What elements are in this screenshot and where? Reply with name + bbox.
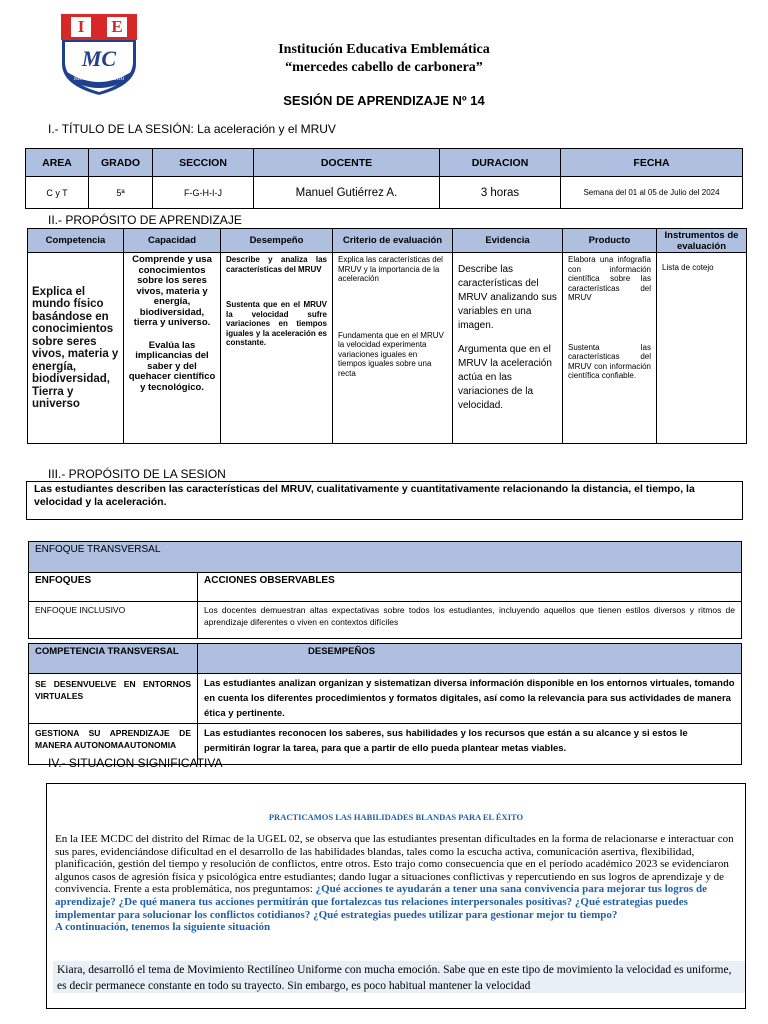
section-proposito-aprendizaje: II.- PROPÓSITO DE APRENDIZAJE xyxy=(48,213,242,227)
competencia-text-1: Las estudiantes analizan organizan y sistematizan diversa información disponible en los entornos virtuales, tomando en cuenta los diferentes procedimientos y formatos digitales, así como la relevancia para sus actividades de manera ética y pertinente. xyxy=(198,674,742,724)
purpose-content-row xyxy=(28,253,747,444)
header-area: AREA xyxy=(26,149,89,177)
logo-caption: Mercedes Cabello xyxy=(73,74,125,82)
criterio-1: Explica las características del MRUV y la importancia de la aceleración xyxy=(338,255,443,283)
desempenos-header: DESEMPEÑOS xyxy=(198,644,742,674)
header-desempeno: Desempeño xyxy=(221,229,333,253)
logo-letter-i: I xyxy=(77,17,85,36)
value-grado: 5ª xyxy=(89,177,153,209)
instrumento-text: Lista de cotejo xyxy=(662,263,714,272)
session-title: SESIÓN DE APRENDIZAJE Nº 14 xyxy=(283,93,485,108)
header-competencia: Competencia xyxy=(28,229,124,253)
header-duracion: DURACION xyxy=(440,149,561,177)
acciones-header: ACCIONES OBSERVABLES xyxy=(198,573,742,602)
value-duracion: 3 horas xyxy=(440,177,561,209)
enfoque-name: ENFOQUE INCLUSIVO xyxy=(29,602,198,639)
section-proposito-sesion: III.- PROPÓSITO DE LA SESION xyxy=(48,467,226,481)
situation-story: Kiara, desarrolló el tema de Movimiento Rectilíneo Uniforme con mucha emoción. Sabe que en este tipo de movimiento la velocidad es uniforme, es decir permanece constante en todo su trayecto. Sin embargo, es poco habitual mantener la velocidad xyxy=(53,961,745,993)
value-seccion: F-G-H-I-J xyxy=(153,177,254,209)
purpose-table xyxy=(27,228,747,444)
logo-letter-e: E xyxy=(111,17,123,36)
value-fecha: Semana del 01 al 05 de Julio del 2024 xyxy=(561,177,743,209)
header-producto: Producto xyxy=(563,229,657,253)
producto-2: Sustenta las características del MRUV con información científica confiable. xyxy=(568,342,651,380)
competencia-text-2: Las estudiantes reconocen los saberes, sus habilidades y los recursos que están a su alcance y si estos le permitirán lograr la tarea, para que a partir de ello pueda plantear metas viables. xyxy=(198,724,742,765)
capacidad-1: Comprende y usa conocimientos sobre los seres vivos, materia y energía, biodiversidad, tierra y universo. xyxy=(132,254,212,328)
header-grado: GRADO xyxy=(89,149,153,177)
info-header-row xyxy=(26,149,743,177)
institution-name: Institución Educativa Emblemática xyxy=(278,42,490,57)
competencia-text: Explica el mundo físico basándose en conocimientos sobre seres vivos, materia y energía, biodiversidad, Tierra y universo xyxy=(32,285,119,410)
desempeno-1: Describe y analiza las características del MRUV xyxy=(226,255,327,274)
header-instrumentos: Instrumentos de evaluación xyxy=(657,229,747,253)
enfoque-title: ENFOQUE TRANSVERSAL xyxy=(29,542,742,573)
header-seccion: SECCION xyxy=(153,149,254,177)
situation-box xyxy=(46,783,746,1009)
value-docente: Manuel Gutiérrez A. xyxy=(254,177,440,209)
situation-paragraph: En la IEE MCDC del distrito del Rímac de la UGEL 02, se observa que las estudiantes presentan dificultades en la forma de relacionarse e interactuar con sus pares, evidenciándose dificultad en el desarrollo de las habilidades blandas, tales como la escucha activa, comunicación asertiva, flexibilidad, planificación, gestión del tiempo y resolución de conflictos, entre otros. Esto trajo como consecuencia que en el período académico 2023 se evidenciaron algunos casos de agresión física y psicológica entre estudiantes; dando lugar a situaciones conflictivas y repercutiendo en sus logros de aprendizaje y de convivencia. Frente a esta problemática, nos preguntamos: xyxy=(55,833,734,896)
producto-1: Elabora una infografía con información científica sobre las características del MRUV xyxy=(568,255,651,302)
situation-followup: A continuación, tenemos la siguiente situación xyxy=(55,921,271,934)
section-title xyxy=(48,122,336,136)
header-criterio: Criterio de evaluación xyxy=(333,229,453,253)
criterio-2: Fundamenta que en el MRUV la velocidad experimenta variaciones iguales en tiempos iguales sobre una recta xyxy=(338,330,444,378)
header-capacidad: Capacidad xyxy=(124,229,221,253)
competencia-name-2: GESTIONA SU APRENDIZAJE DE MANERA AUTONOMAAUTONOMIA xyxy=(29,724,198,765)
header-fecha: FECHA xyxy=(561,149,743,177)
session-purpose-text: Las estudiantes describen las características del MRUV, cualitativamente y cuantitativamente relacionando la distancia, el tiempo, la velocidad y la aceleración. xyxy=(34,483,695,508)
competencia-transversal-header: COMPETENCIA TRANSVERSAL xyxy=(29,644,198,674)
enfoque-table xyxy=(28,541,742,639)
logo-monogram: MC xyxy=(81,46,117,71)
value-area: C y T xyxy=(26,177,89,209)
info-table xyxy=(25,148,743,209)
enfoque-action: Los docentes demuestran altas expectativas sobre todos los estudiantes, incluyendo aquellos que tienen estilos diversos y ritmos de aprendizaje diferentes o viven en contextos difíciles xyxy=(198,602,742,639)
capacidad-2: Evalúa las implicancias del saber y del quehacer científico y tecnológico. xyxy=(128,339,216,393)
header-docente: DOCENTE xyxy=(254,149,440,177)
desempeno-2: Sustenta que en el MRUV la velocidad sufre variaciones en tiempos iguales y la aceleración es constante. xyxy=(226,300,327,347)
purpose-header-row xyxy=(28,229,747,253)
header-evidencia: Evidencia xyxy=(453,229,563,253)
competencia-transversal-table xyxy=(28,643,742,765)
evidencia-1: Describe las características del MRUV analizando sus variables en una imagen. xyxy=(458,264,557,331)
situation-heading: PRACTICAMOS LAS HABILIDADES BLANDAS PARA EL ÉXITO xyxy=(268,812,524,822)
enfoques-header: ENFOQUES xyxy=(29,573,198,602)
info-value-row xyxy=(26,177,743,209)
competencia-name-1: SE DESENVUELVE EN ENTORNOS VIRTUALES xyxy=(29,674,198,724)
section-label: I.- TÍTULO DE LA SESIÓN: xyxy=(48,122,194,136)
session-topic: La aceleración y el MRUV xyxy=(197,122,336,136)
section-situacion: IV.- SITUACION SIGNIFICATIVA xyxy=(48,756,223,770)
situation-questions: ¿Qué acciones te ayudarán a tener una sana convivencia para mejorar tus logros de aprendizaje? ¿De qué manera tus acciones permitirán que fortalezcas tus relaciones interpersonales positivas? ¿Qué estrategias puedes implementar para solucionar los conflictos cotidianos? ¿Qué estrategias puedes utilizar para gestionar mejor tu tiempo? xyxy=(55,883,707,921)
school-name: “mercedes cabello de carbonera” xyxy=(285,60,483,75)
evidencia-2: Argumenta que en el MRUV la aceleración actúa en las variaciones de la velocidad. xyxy=(458,344,552,411)
